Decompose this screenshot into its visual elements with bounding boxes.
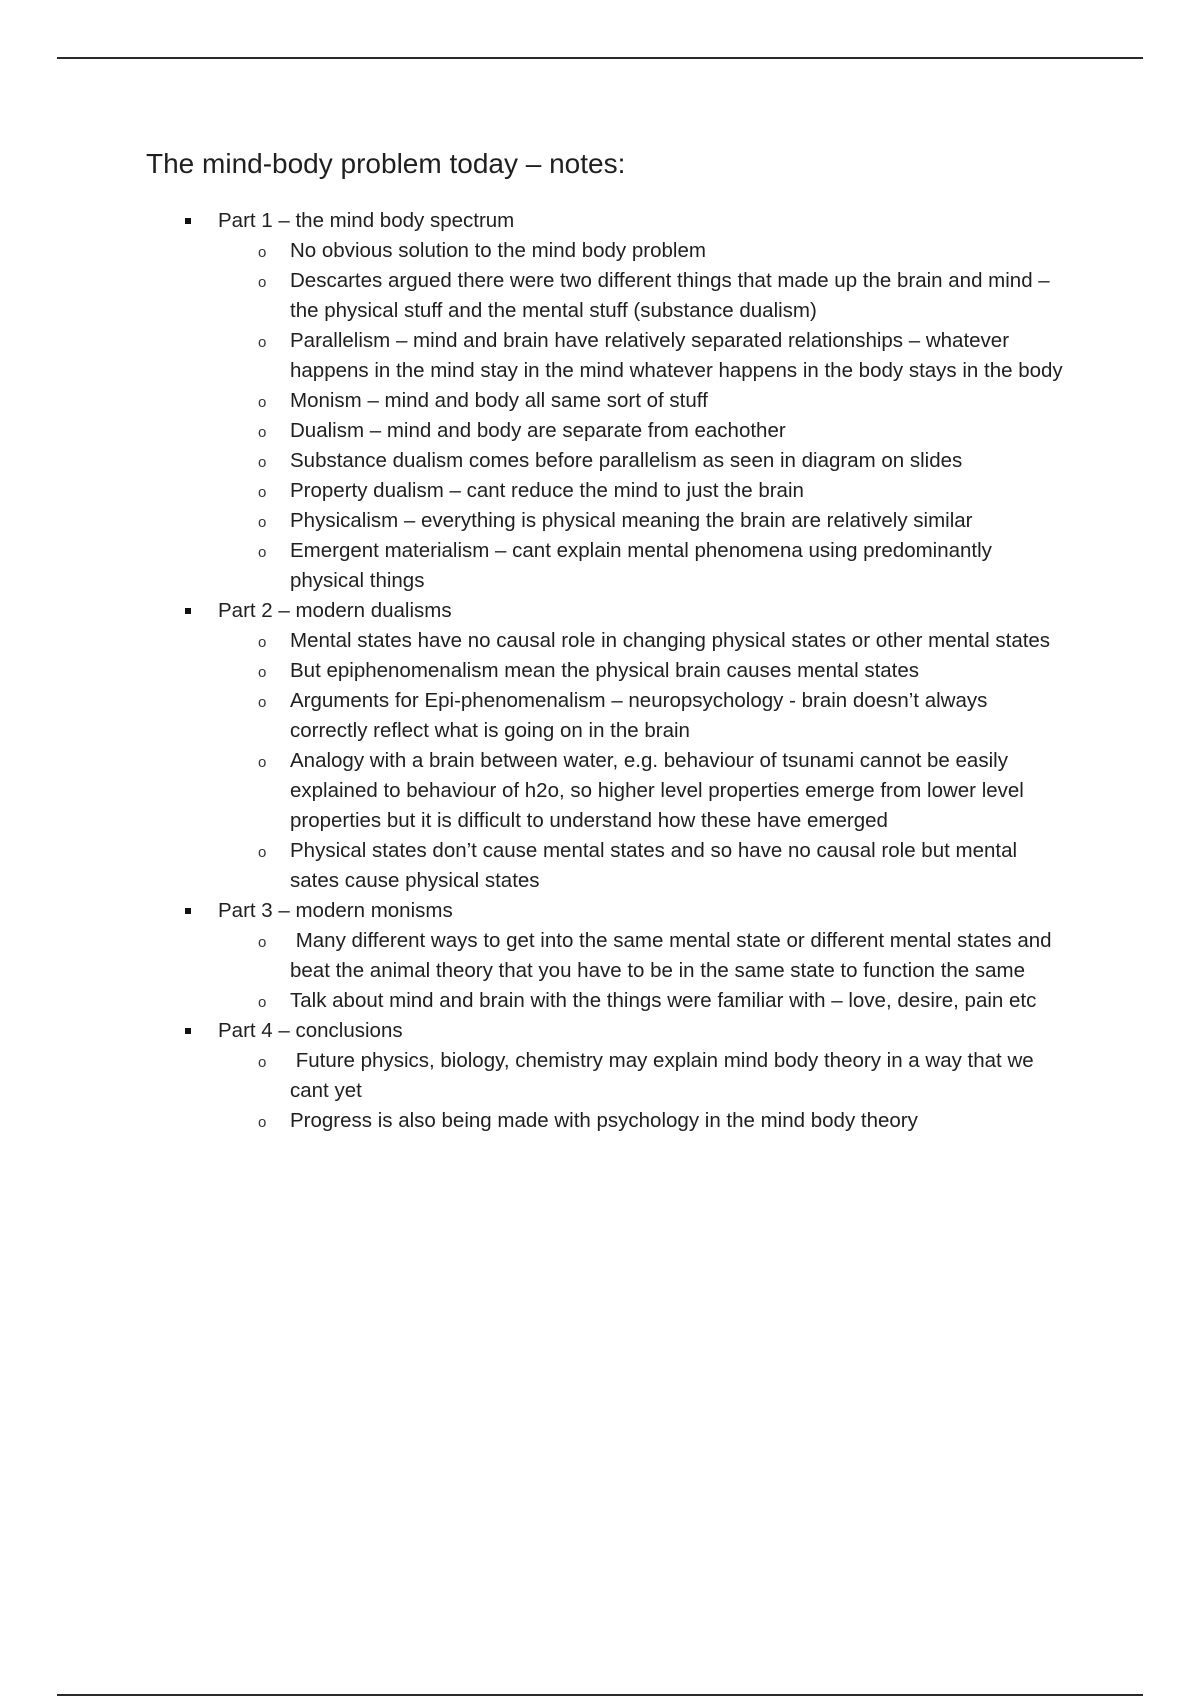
- list-item: o Dualism – mind and body are separate from eachother: [258, 419, 786, 442]
- square-bullet-icon: [185, 608, 191, 614]
- top-rule: [57, 57, 1143, 59]
- hollow-circle-bullet-icon: o: [258, 274, 267, 291]
- hollow-circle-bullet-icon: o: [258, 454, 267, 471]
- list-item: o Mental states have no causal role in changing physical states or other mental states: [258, 629, 1051, 652]
- hollow-circle-bullet-icon: o: [258, 634, 267, 651]
- list-item: o Talk about mind and brain with the things were familiar with – love, desire, pain etc: [258, 989, 1037, 1012]
- square-bullet-icon: [185, 908, 191, 914]
- list-item: o Progress is also being made with psychology in the mind body theory: [258, 1109, 918, 1132]
- list-item: o Future physics, biology, chemistry may explain mind body theory in a way that we cant yet: [258, 1049, 1040, 1102]
- list-item: o Emergent materialism – cant explain mental phenomena using predominantly physical things: [258, 539, 992, 592]
- hollow-circle-bullet-icon: o: [258, 424, 267, 441]
- list-item: o Property dualism – cant reduce the mind to just the brain: [258, 479, 804, 502]
- list-item-part-3: [146, 896, 1066, 1016]
- hollow-circle-bullet-icon: o: [258, 934, 267, 951]
- part-label: Part 2 – modern dualisms: [218, 599, 452, 622]
- list-item-part-2: [146, 596, 1066, 896]
- hollow-circle-bullet-icon: o: [258, 664, 267, 681]
- hollow-circle-bullet-icon: o: [258, 334, 267, 351]
- hollow-circle-bullet-icon: o: [258, 1054, 267, 1071]
- list-item: o No obvious solution to the mind body problem: [258, 239, 706, 262]
- square-bullet-icon: [185, 218, 191, 224]
- sub-list: [218, 926, 1066, 1016]
- part-label: Part 1 – the mind body spectrum: [218, 209, 515, 232]
- hollow-circle-bullet-icon: o: [258, 244, 267, 261]
- list-item: o Monism – mind and body all same sort of stuff: [258, 389, 708, 412]
- parts-list: [146, 206, 1066, 1136]
- sub-list: [218, 1046, 1066, 1136]
- hollow-circle-bullet-icon: o: [258, 484, 267, 501]
- list-item: o Parallelism – mind and brain have relatively separated relationships – whatever happens in the mind stay in the mind whatever happens in the body stays in the body: [258, 329, 1063, 382]
- list-item-part-1: [146, 206, 1066, 596]
- hollow-circle-bullet-icon: o: [258, 394, 267, 411]
- part-label: Part 4 – conclusions: [218, 1019, 403, 1042]
- list-item: o Arguments for Epi-phenomenalism – neuropsychology - brain doesn’t always correctly reflect what is going on in the brain: [258, 689, 988, 742]
- square-bullet-icon: [185, 1028, 191, 1034]
- sub-list: [218, 236, 1066, 596]
- list-item: o Physical states don’t cause mental states and so have no causal role but mental sates cause physical states: [258, 839, 1018, 892]
- part-label: Part 3 – modern monisms: [218, 899, 453, 922]
- hollow-circle-bullet-icon: o: [258, 514, 267, 531]
- hollow-circle-bullet-icon: o: [258, 694, 267, 711]
- hollow-circle-bullet-icon: o: [258, 754, 267, 771]
- bottom-rule: [57, 1694, 1143, 1696]
- hollow-circle-bullet-icon: o: [258, 994, 267, 1011]
- notes-document: [146, 148, 1066, 1136]
- hollow-circle-bullet-icon: o: [258, 1114, 267, 1131]
- list-item-part-4: [146, 1016, 1066, 1136]
- list-item: o Many different ways to get into the same mental state or different mental states and beat the animal theory that you have to be in the same state to function the same: [258, 929, 1058, 982]
- list-item: o Descartes argued there were two different things that made up the brain and mind – the physical stuff and the mental stuff (substance dualism): [258, 269, 1050, 322]
- list-item: o Analogy with a brain between water, e.g. behaviour of tsunami cannot be easily explained to behaviour of h2o, so higher level properties emerge from lower level properties but it is difficult to understand how these have emerged: [258, 749, 1024, 832]
- list-item: o Substance dualism comes before parallelism as seen in diagram on slides: [258, 449, 963, 472]
- hollow-circle-bullet-icon: o: [258, 844, 267, 861]
- list-item: o Physicalism – everything is physical meaning the brain are relatively similar: [258, 509, 973, 532]
- hollow-circle-bullet-icon: o: [258, 544, 267, 561]
- list-item: o But epiphenomenalism mean the physical brain causes mental states: [258, 659, 920, 682]
- page-title: The mind-body problem today – notes:: [146, 148, 626, 179]
- sub-list: [218, 626, 1066, 896]
